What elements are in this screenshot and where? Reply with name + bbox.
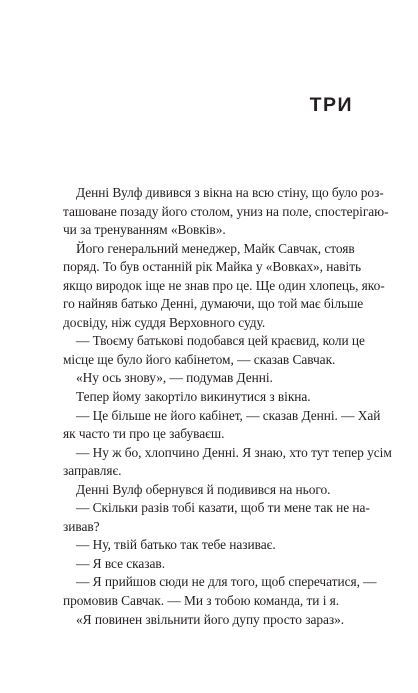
text-line: зивав? (63, 518, 100, 534)
text-line: — Ну, твій батько так тебе називає. (76, 537, 276, 553)
text-line: го найняв батько Денні, думаючи, що той має більше (63, 296, 364, 312)
text-line: — Я прийшов сюди не для того, щоб сперечатися, — (76, 574, 377, 590)
text-line: поряд. То був останній рік Майка у «Вовках», навіть (63, 259, 362, 275)
text-line: промовив Савчак. — Ми з тобою команда, ти і я. (63, 593, 340, 609)
text-line: Тепер йому закортіло викинутися з вікна. (76, 389, 311, 405)
text-line: якщо виродок іще не знав про це. Ще один хлопець, яко- (63, 277, 385, 293)
body-text (63, 184, 392, 629)
text-line: — Я все сказав. (76, 555, 166, 571)
text-line: Його генеральний менеджер, Майк Савчак, стояв (76, 240, 355, 256)
text-line: — Твоєму батькові подобався цей краєвид, коли це (76, 333, 365, 349)
text-line: «Я повинен звільнити його дупу просто зараз». (76, 611, 345, 627)
text-line: Денні Вулф дивився з вікна на всю стіну, що було роз- (76, 185, 384, 200)
text-line: як часто ти про це забуваєш. (63, 426, 225, 442)
text-line: місце ще було його кабінетом, — сказав Савчак. (63, 351, 336, 367)
text-line: чи за тренуванням «Вовків». (63, 222, 226, 238)
text-line: — Скільки разів тобі казати, щоб ти мене так не на- (76, 500, 370, 516)
text-line: — Ну ж бо, хлопчино Денні. Я знаю, хто тут тепер усім (76, 444, 392, 460)
text-line: ташоване позаду його столом, униз на поле, спостерігаю- (63, 203, 389, 219)
text-line: — Це більше не його кабінет, — сказав Денні. — Хай (76, 407, 381, 423)
chapter-title: ТРИ (309, 94, 353, 116)
text-line: «Ну ось знову», — подумав Денні. (76, 370, 273, 386)
text-line: заправляє. (63, 463, 122, 479)
text-line: досвіду, ніж суддя Верховного суду. (63, 314, 266, 330)
text-line: Денні Вулф обернувся й подивився на нього. (76, 481, 331, 497)
